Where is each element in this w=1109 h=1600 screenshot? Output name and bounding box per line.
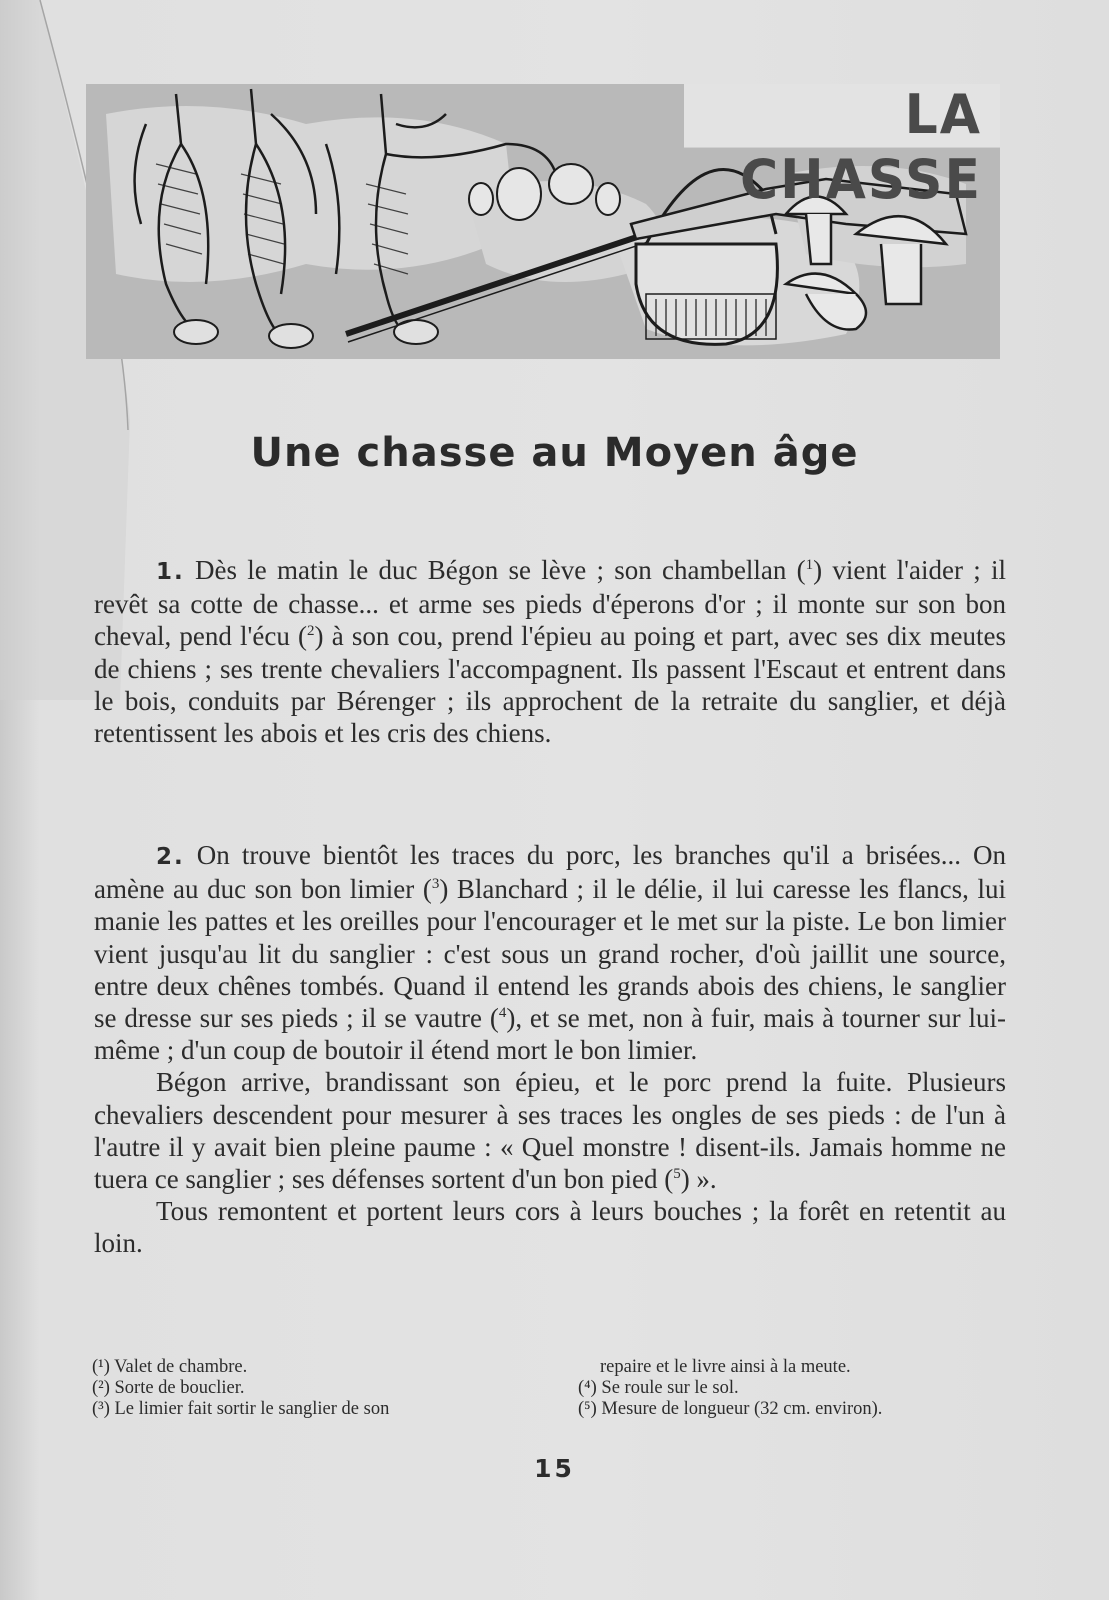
paragraph-text: ), et se met, non à fuir, mais à tourner sur lui-même ; d'un coup de boutoir il étend mort le bon limier. bbox=[94, 1003, 1006, 1066]
paragraph-1 bbox=[94, 554, 1006, 749]
footnote-mark: (⁵) bbox=[578, 1399, 597, 1419]
paragraph-text: ) ». bbox=[680, 1164, 717, 1195]
paragraph-text: Dès le matin le duc Bégon se lève ; son chambellan ( bbox=[184, 555, 806, 585]
paragraph-number: 2. bbox=[156, 844, 185, 870]
paragraph-2 bbox=[94, 839, 1006, 1260]
footnote-3-continued: repaire et le livre ainsi à la meute. bbox=[600, 1357, 851, 1377]
footnote-ref: 4 bbox=[498, 1005, 507, 1022]
footnote-mark: (³) bbox=[92, 1399, 110, 1419]
page-number: 15 bbox=[534, 1454, 575, 1483]
paragraph-text: ) à son cou, prend l'épieu au poing et part, avec ses dix meutes de chiens ; ses trente chevaliers l'accompagnent. Ils passent l'Escaut et entrent dans le bois, conduits par Bérenger ; ils approchent de la retraite du sanglier, et déjà retentissent les abois et les cris des chiens. bbox=[94, 621, 1006, 749]
paragraph-3 bbox=[94, 1066, 1006, 1195]
footnote-text: Mesure de longueur (32 cm. environ). bbox=[601, 1399, 883, 1419]
footnote-5 bbox=[578, 1399, 1008, 1420]
section-label: LA CHASSE bbox=[684, 84, 1000, 148]
header-banner bbox=[86, 84, 1000, 359]
paragraph-text: ) vient l'aider ; il revêt sa cotte de chasse... et arme ses pieds d'éperons d'or ; il monte sur son bon cheval, pend l'écu ( bbox=[94, 555, 1007, 652]
footnote-text: Se roule sur le sol. bbox=[601, 1378, 739, 1398]
footnote-text: Le limier fait sortir le sanglier de son bbox=[114, 1399, 390, 1419]
footnote-2 bbox=[92, 1378, 542, 1399]
footnote-ref: 3 bbox=[431, 876, 440, 893]
footnote-3 bbox=[92, 1399, 542, 1420]
footnote-text: Sorte de bouclier. bbox=[114, 1378, 245, 1398]
page-title: Une chasse au Moyen âge bbox=[250, 430, 859, 476]
footnote-text: Valet de chambre. bbox=[114, 1357, 248, 1377]
footnote-ref: 1 bbox=[805, 557, 814, 573]
footnotes-right bbox=[578, 1357, 1008, 1420]
footnote-mark: (⁴) bbox=[578, 1378, 597, 1398]
footnote-ref: 2 bbox=[307, 623, 315, 640]
footnote-ref: 5 bbox=[673, 1166, 681, 1183]
footnote-mark: (²) bbox=[92, 1378, 110, 1398]
paragraph-text: On trouve bientôt les traces du porc, les branches qu'il a brisées... On amène au duc son bon limier ( bbox=[94, 840, 1006, 905]
paragraph-4: Tous remontent et portent leurs cors à leurs bouches ; la forêt en retentit au loin. bbox=[94, 1196, 1006, 1259]
footnote-mark: (¹) bbox=[92, 1357, 110, 1377]
footnote-4 bbox=[578, 1378, 1008, 1399]
paragraph-text: Bégon arrive, brandissant son épieu, et le porc prend la fuite. Plusieurs chevaliers descendent pour mesurer à ses traces les ongles de ses pieds : de l'un à l'autre il y avait bien pleine paume : « Quel monstre ! disent-ils. Jamais homme ne tuera ce sanglier ; ses défenses sortent d'un bon pied ( bbox=[94, 1067, 1006, 1195]
footnotes-left bbox=[92, 1357, 542, 1420]
paragraph-text: ) Blanchard ; il le délie, il lui caresse les flancs, lui manie les pattes et les oreilles pour l'encourager et le met sur la piste. Le bon limier vient jusqu'au lit du sanglier : c'est sous un grand rocher, d'où jaillit une source, entre deux chênes tombés. Quand il entend les grands abois des chiens, le sanglier se dresse sur ses pieds ; il se vautre ( bbox=[94, 874, 1006, 1034]
footnote-1 bbox=[92, 1357, 542, 1378]
paragraph-number: 1. bbox=[156, 559, 185, 585]
